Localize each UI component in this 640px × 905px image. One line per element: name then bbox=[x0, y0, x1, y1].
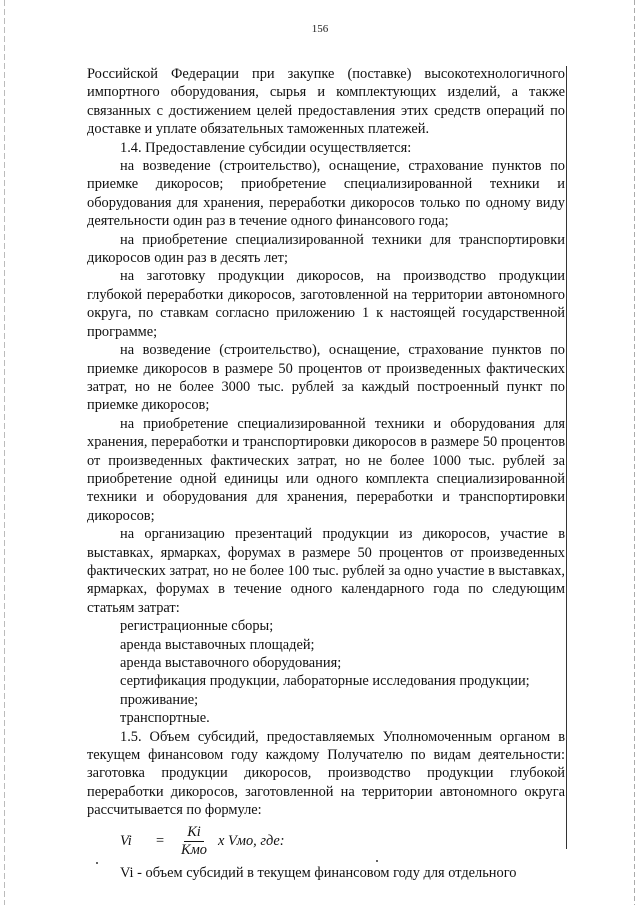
list-item: транспортные. bbox=[120, 710, 210, 727]
formula-lhs: Vi bbox=[120, 833, 132, 850]
margin-rule bbox=[566, 66, 567, 849]
section-paragraph-1-5: 1.5. Объем субсидий, предоставляемых Уполномоченным органом в текущем финансовом году каждому Получателю по видам деятельности: заготовка продукции дикоросов, производство продукции глубокой переработки дикоросов, заготовленной на территории автономного округа рассчитывается по формуле: bbox=[87, 728, 565, 819]
paragraph: на возведение (строительство), оснащение, страхование пунктов по приемке дикоросов; приобретение специализированной техники и оборудования для хранения, переработки дикоросов только по одному виду деятельности один раз в течение одного финансового года; bbox=[87, 158, 565, 230]
scan-edge-right bbox=[634, 0, 635, 905]
list-item: регистрационные сборы; bbox=[120, 618, 274, 635]
scan-edge-left bbox=[4, 0, 5, 905]
formula-equals: = bbox=[155, 833, 165, 850]
page-number: 156 bbox=[311, 23, 329, 35]
formula-denominator: Kмо bbox=[181, 842, 207, 859]
paragraph: Vi - объем субсидий в текущем финансовом году для отдельного bbox=[120, 864, 517, 881]
paragraph: на приобретение специализированной техники для транспортировки дикоросов один раз в десять лет; bbox=[87, 231, 565, 267]
formula-numerator: Ki bbox=[184, 824, 204, 842]
list-item: проживание; bbox=[120, 691, 199, 708]
scan-speck bbox=[376, 860, 378, 862]
section-heading-1-4: 1.4. Предоставление субсидии осуществляется: bbox=[120, 139, 412, 156]
scan-speck bbox=[96, 862, 98, 864]
formula bbox=[87, 820, 565, 864]
list-item: аренда выставочных площадей; bbox=[120, 636, 315, 653]
document-body bbox=[87, 65, 565, 882]
formula-fraction bbox=[178, 824, 210, 859]
list-item: сертификация продукции, лабораторные исследования продукции; bbox=[120, 673, 530, 690]
paragraph: на приобретение специализированной техники и оборудования для хранения, переработки и транспортировки дикоросов в размере 50 процентов от произведенных фактических затрат, но не более 1000 тыс. рублей за приобретение одной единицы или одного комплекта специализированной техники и оборудования для хранения, переработки и транспортировки дикоросов; bbox=[87, 415, 565, 524]
paragraph: на возведение (строительство), оснащение, страхование пунктов по приемке дикоросов в размере 50 процентов от произведенных фактических затрат, но не более 3000 тыс. рублей за каждый построенный пункт по приемке дикоросов; bbox=[87, 342, 565, 414]
paragraph: Российской Федерации при закупке (поставке) высокотехнологичного импортного оборудования, сырья и комплектующих изделий, а также связанных с достижением целей предоставления этих средств операций по доставке и уплате обязательных таможенных платежей. bbox=[87, 66, 565, 138]
list-item: аренда выставочного оборудования; bbox=[120, 655, 342, 671]
paragraph: на заготовку продукции дикоросов, на производство продукции глубокой переработки дикоросов, заготовленной на территории автономного округа, по ставкам согласно приложению 1 к настоящей государственной программе; bbox=[87, 268, 565, 340]
paragraph: на организацию презентаций продукции из дикоросов, участие в выставках, ярмарках, форумах в размере 50 процентов от произведенных фактических затрат, но не более 100 тыс. рублей за одно участие в выставках, ярмарках, форумах в течение одного календарного года по следующим статьям затрат: bbox=[87, 526, 565, 616]
formula-rest: x Vмо, где: bbox=[217, 833, 285, 850]
